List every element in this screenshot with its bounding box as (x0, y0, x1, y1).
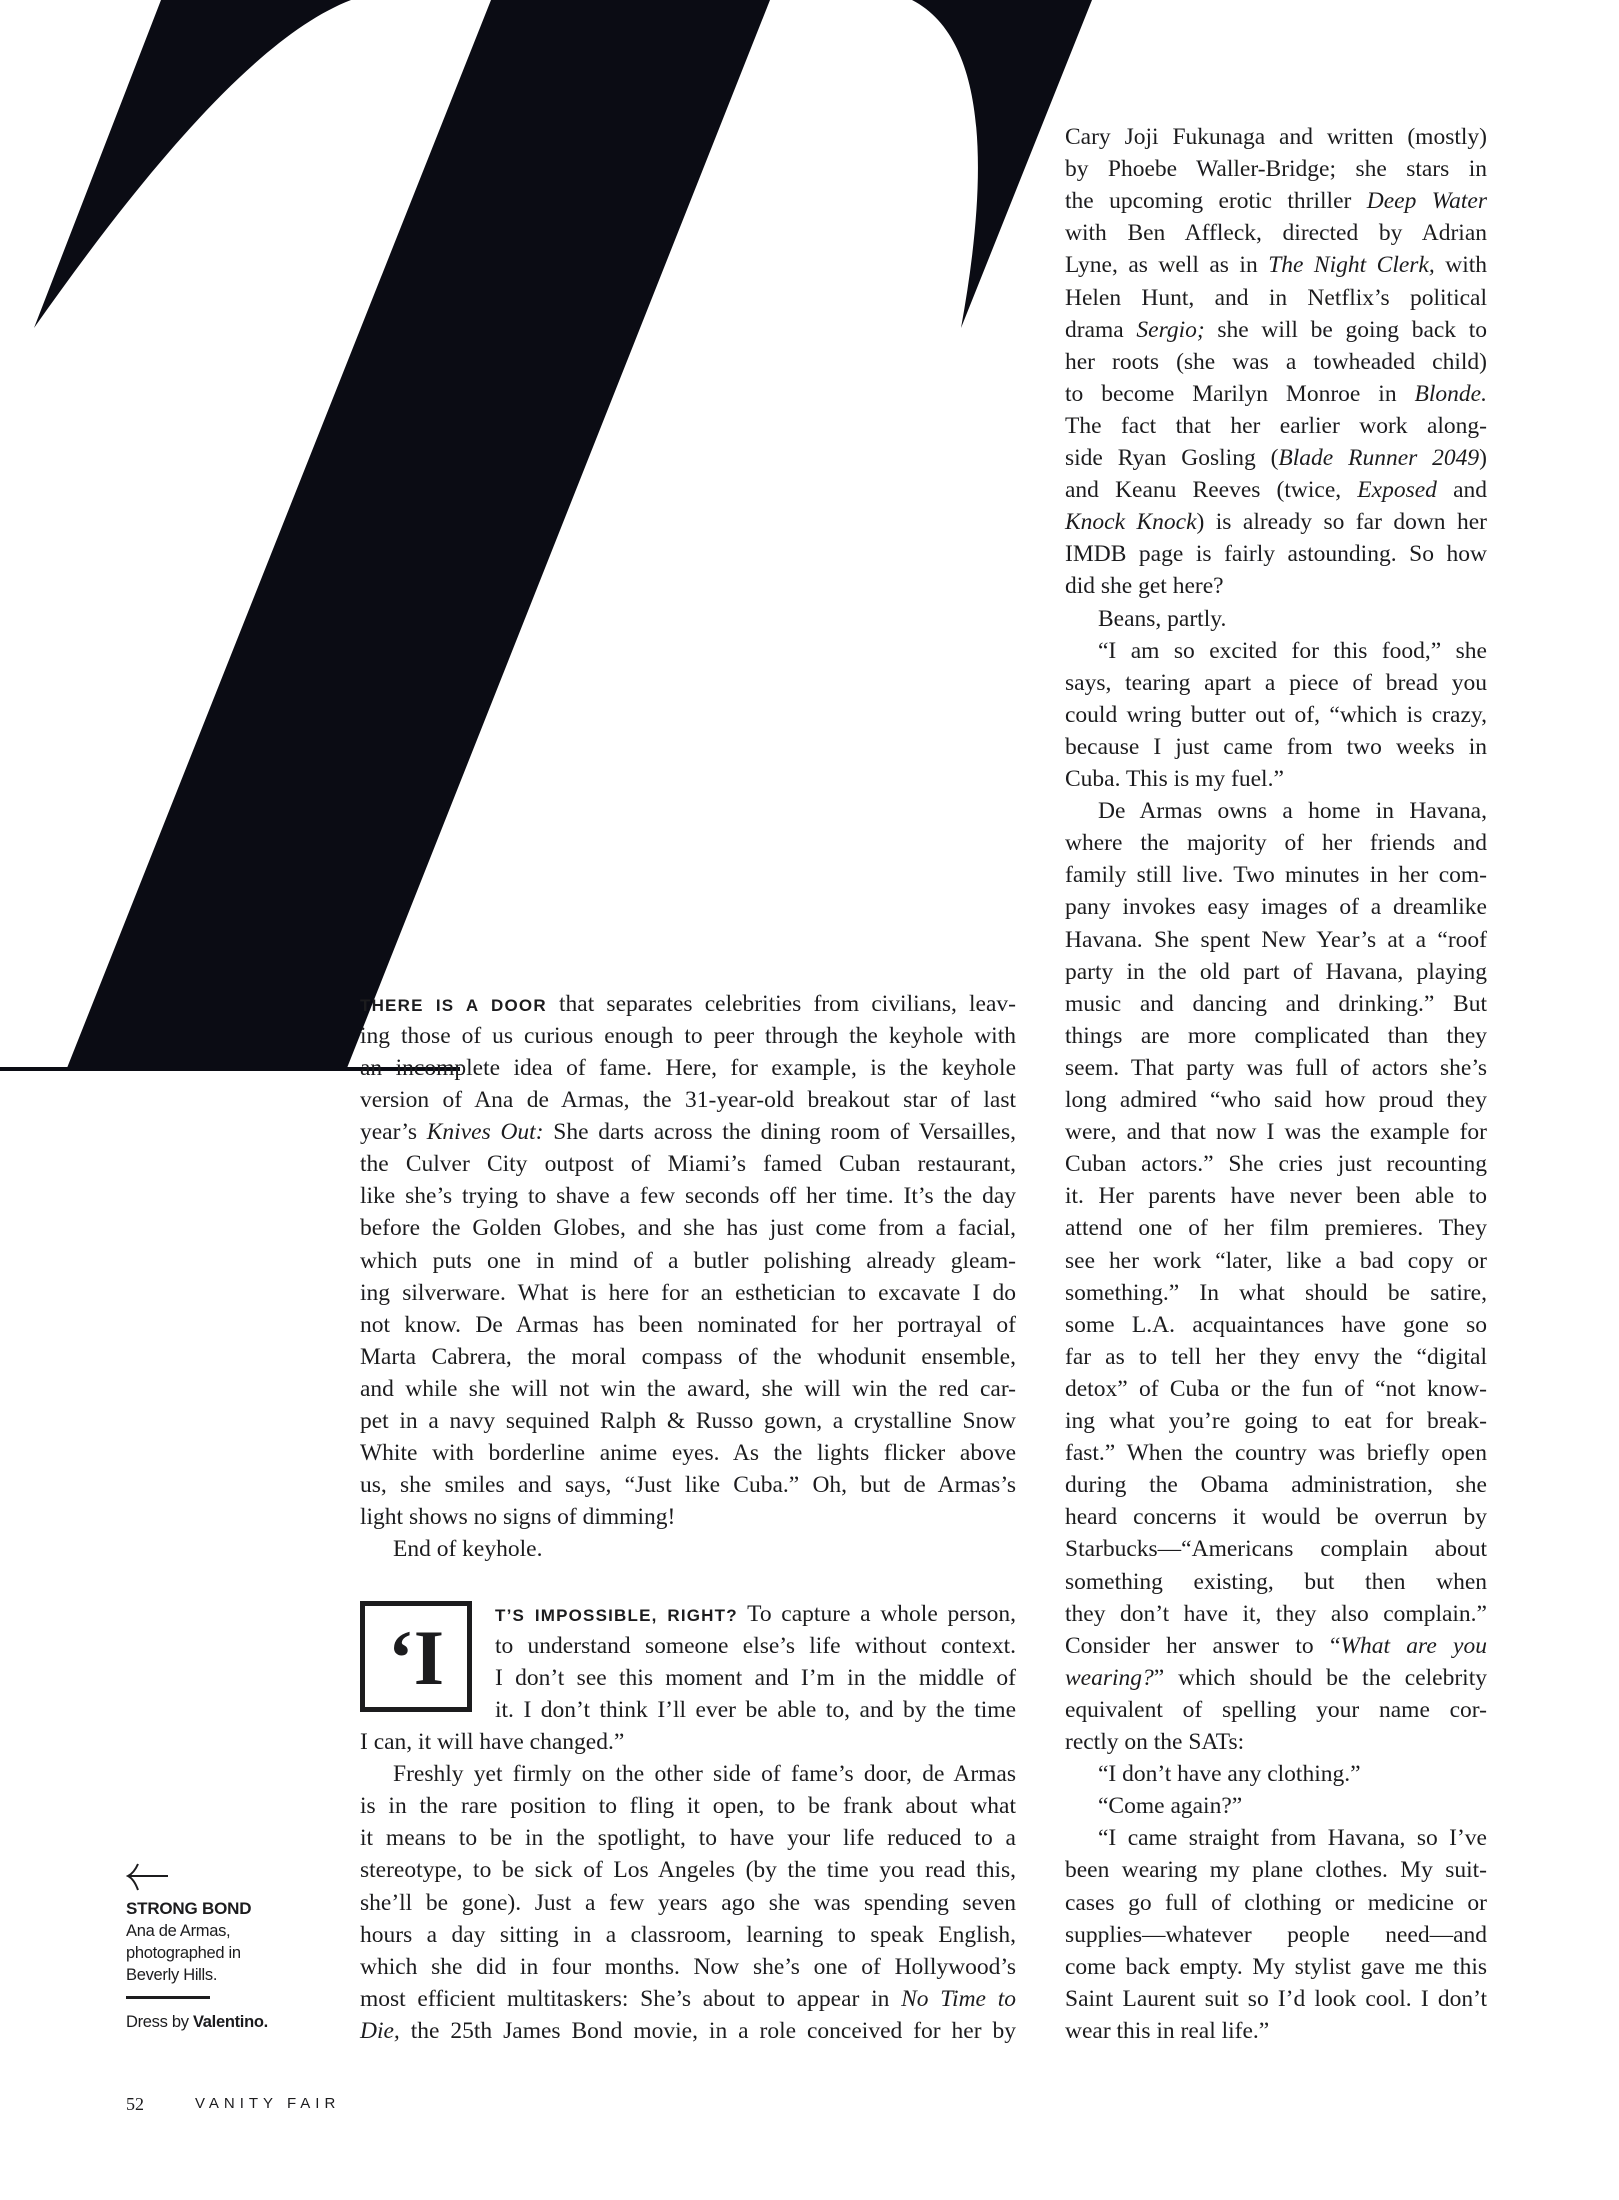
article-line (360, 1951, 1016, 1983)
article-line (1065, 699, 1487, 731)
article-line (1098, 1822, 1487, 1854)
article-line (1065, 1405, 1487, 1437)
text-run: She darts across the dining room of Versailles, (543, 1119, 1017, 1146)
text-run: been wearing my plane clothes. My suit- (1065, 1857, 1487, 1884)
text-run: says, tearing apart a piece of bread you (1065, 669, 1487, 696)
text-run: with (1434, 252, 1487, 279)
article-line (1065, 988, 1487, 1020)
text-run: fast.” When the country was briefly open (1065, 1440, 1487, 1467)
italic-title: The Night Clerk, (1268, 252, 1435, 279)
text-run: hours a day sitting in a classroom, learning to speak English, (360, 1921, 1016, 1948)
article-line (1065, 185, 1487, 217)
text-run: did she get here? (1065, 573, 1224, 600)
article-line (1065, 924, 1487, 956)
t-stem (67, 0, 770, 1068)
text-run: Saint Laurent suit so I’d look cool. I don’t (1065, 1985, 1487, 2012)
article-line (1098, 603, 1487, 635)
caption-credit (126, 2011, 326, 2033)
text-run: ing those of us curious enough to peer through the keyhole with (360, 1022, 1016, 1049)
article-line (360, 1726, 1016, 1758)
article-line (1065, 1951, 1487, 1983)
text-run: it means to be in the spotlight, to have your life reduced to a (360, 1825, 1016, 1852)
text-run: her roots (she was a towheaded child) (1065, 348, 1487, 375)
italic-title: What are you (1340, 1632, 1487, 1659)
lead-in: T’S IMPOSSIBLE, RIGHT? (495, 1605, 738, 1625)
article-line (1065, 1084, 1487, 1116)
article-line (1065, 1598, 1487, 1630)
text-run: and while she will not win the award, she will win the red car- (360, 1375, 1016, 1402)
article-line (360, 1180, 1016, 1212)
article-line (1065, 1854, 1487, 1886)
text-run: something existing, but then when (1065, 1568, 1487, 1595)
article-line (1065, 378, 1487, 410)
caption-title: STRONG BOND (126, 1899, 252, 1918)
text-run: equivalent of spelling your name cor- (1065, 1696, 1487, 1723)
text-run: not know. De Armas has been nominated for her portrayal of (360, 1311, 1016, 1338)
text-run: with Ben Affleck, directed by Adrian (1065, 220, 1487, 247)
text-run: and Keanu Reeves (twice, (1065, 477, 1358, 504)
article-line (360, 2015, 1016, 2047)
article-line (360, 1854, 1016, 1886)
article-line (360, 1277, 1016, 1309)
article-line (1065, 1983, 1487, 2015)
text-run: pany invokes easy images of a dreamlike (1065, 894, 1487, 921)
text-run: they don’t have it, they also complain.” (1065, 1600, 1487, 1627)
article-line (1065, 1277, 1487, 1309)
text-run: I can, it will have changed.” (360, 1729, 625, 1755)
text-run: Marta Cabrera, the moral compass of the whodunit ensemble, (360, 1343, 1016, 1370)
article-line (360, 1341, 1016, 1373)
text-run: version of Ana de Armas, the 31-year-old breakout star of last (360, 1087, 1016, 1113)
article-line (1065, 667, 1487, 699)
text-run: the Culver City outpost of Miami’s famed Cuban restaurant, (360, 1151, 1016, 1178)
text-run: supplies—whatever people need—and (1065, 1921, 1487, 1948)
magazine-name: VANITY FAIR (195, 2095, 341, 2112)
text-run: “I came straight from Havana, so I’ve (1098, 1825, 1487, 1852)
page-footer (126, 2092, 341, 2118)
text-run: pet in a navy sequined Ralph & Russo gown, a crystalline Snow (360, 1408, 1016, 1434)
text-run: by Phoebe Waller-Bridge; she stars in (1065, 156, 1487, 183)
text-run: is in the rare position to fling it open, to be frank about what (360, 1793, 1016, 1820)
text-run: attend one of her film premieres. They (1065, 1215, 1487, 1242)
article-line (1065, 282, 1487, 314)
text-run: an incomplete idea of fame. Here, for example, is the keyhole (360, 1054, 1016, 1081)
text-run: End of keyhole. (393, 1536, 543, 1563)
text-run: during the Obama administration, she (1065, 1472, 1487, 1499)
text-run: I don’t see this moment and I’m in the middle of (495, 1664, 1016, 1691)
text-run: where the majority of her friends and (1065, 830, 1487, 857)
article-line (360, 1919, 1016, 1951)
text-run: Consider her answer to “ (1065, 1632, 1341, 1659)
article-line (1065, 1630, 1487, 1662)
text-run: ing what you’re going to eat for break- (1065, 1408, 1487, 1434)
article-line (1065, 506, 1487, 538)
article-line (1065, 121, 1487, 153)
italic-title: Knives Out: (426, 1119, 544, 1146)
article-line (1065, 827, 1487, 859)
article-line (1065, 1180, 1487, 1212)
article-line (1065, 1052, 1487, 1084)
article-line (495, 1630, 1016, 1662)
text-run: Starbucks—“Americans complain about (1065, 1536, 1487, 1563)
article-line (1065, 538, 1487, 570)
text-run: rectly on the SATs: (1065, 1729, 1245, 1755)
text-run: us, she smiles and says, “Just like Cuba.” Oh, but de Armas’s (360, 1472, 1016, 1499)
article-line (1065, 891, 1487, 923)
article-line (360, 1148, 1016, 1180)
italic-title: Sergio; (1136, 316, 1205, 343)
text-run: Freshly yet firmly on the other side of fame’s door, de Armas (393, 1761, 1016, 1788)
article-line (360, 1437, 1016, 1469)
text-run: before the Golden Globes, and she has just come from a facial, (360, 1215, 1016, 1242)
text-run: music and dancing and drinking.” But (1065, 990, 1487, 1017)
drop-cap-letter: ‘I (387, 1614, 445, 1701)
article-line (495, 1598, 1016, 1630)
article-line (1065, 474, 1487, 506)
text-run: White with borderline anime eyes. As the lights flicker above (360, 1440, 1016, 1467)
article-line (1065, 2015, 1487, 2047)
lead-in: THERE IS A DOOR (360, 995, 547, 1015)
caption-divider (126, 1996, 210, 1999)
text-run: ing silverware. What is here for an esthetician to excavate I do (360, 1279, 1016, 1306)
text-run: Beans, partly. (1098, 605, 1227, 632)
article-line (1065, 763, 1487, 795)
text-run: detox” of Cuba or the fun of “not know- (1065, 1375, 1487, 1402)
text-run: like she’s trying to shave a few seconds off her time. It’s the day (360, 1183, 1016, 1210)
article-line (1065, 1212, 1487, 1244)
italic-title: Blonde. (1414, 380, 1487, 407)
text-run: something.” In what should be satire, (1065, 1279, 1487, 1306)
article-line (1065, 442, 1487, 474)
article-line (495, 1694, 1016, 1726)
text-run: IMDB page is fairly astounding. So how (1065, 541, 1487, 568)
text-run: she’ll be gone). Just a few years ago she was spending seven (360, 1889, 1016, 1916)
article-line (1065, 1469, 1487, 1501)
article-line (360, 1983, 1016, 2015)
article-line (360, 1790, 1016, 1822)
article-line (360, 1501, 1016, 1533)
text-run: the upcoming erotic thriller (1065, 188, 1367, 215)
left-arrow-icon (126, 1862, 170, 1892)
caption-body-line: Beverly Hills. (126, 1966, 218, 1984)
article-line (1065, 1245, 1487, 1277)
text-run: heard concerns it would be overrun by (1065, 1504, 1487, 1531)
text-run: Havana. She spent New Year’s at a “roof (1065, 926, 1487, 953)
article-line (1065, 217, 1487, 249)
text-run: some L.A. acquaintances have gone so (1065, 1311, 1487, 1338)
text-run: to become Marilyn Monroe in (1065, 380, 1415, 407)
text-run: The fact that her earlier work along- (1065, 412, 1487, 439)
text-run: “Come again?” (1098, 1793, 1243, 1820)
text-run: seem. That party was full of actors she’s (1065, 1054, 1487, 1081)
article-line (360, 1887, 1016, 1919)
article-line (360, 1245, 1016, 1277)
italic-title: Blade Runner 2049 (1278, 445, 1480, 471)
italic-title: Deep Water (1366, 188, 1488, 215)
article-line (1098, 795, 1487, 827)
text-run: ) is already so far down her (1196, 509, 1487, 536)
text-run: it. I don’t think I’ll ever be able to, and by the time (495, 1696, 1016, 1723)
text-run: were, and that now I was the example for (1065, 1119, 1487, 1146)
article-line (1065, 1309, 1487, 1341)
article-line (393, 1758, 1016, 1790)
article-line (1065, 1148, 1487, 1180)
credit-brand: Valentino. (192, 2013, 268, 2031)
italic-title: wearing? (1065, 1664, 1154, 1691)
text-run: it. Her parents have never been able to (1065, 1183, 1487, 1210)
text-run: side Ryan Gosling ( (1065, 445, 1279, 471)
text-run: Helen Hunt, and in Netflix’s political (1065, 284, 1487, 311)
text-run: things are more complicated than they (1065, 1022, 1487, 1049)
text-run: family still live. Two minutes in her com- (1065, 862, 1487, 889)
text-run: drama (1065, 316, 1137, 343)
article-line (1065, 1373, 1487, 1405)
article-line (1065, 1116, 1487, 1148)
photo-caption (126, 1862, 326, 2033)
italic-title: Die, (360, 2017, 400, 2044)
article-line (360, 1469, 1016, 1501)
article-line (1065, 1020, 1487, 1052)
article-line (1065, 1887, 1487, 1919)
text-run: light shows no signs of dimming! (360, 1504, 676, 1531)
article-line (1065, 1341, 1487, 1373)
article-line (1065, 249, 1487, 281)
article-line (360, 1084, 1016, 1116)
text-run: see her work “later, like a bad copy or (1065, 1247, 1487, 1274)
caption-body-line: Ana de Armas, (126, 1922, 231, 1940)
text-run: “I am so excited for this food,” she (1098, 637, 1487, 664)
text-run: Cuban actors.” She cries just recounting (1065, 1151, 1487, 1178)
text-run: long admired “who said how proud they (1065, 1087, 1487, 1113)
text-run: which she did in four months. Now she’s one of Hollywood’s (360, 1953, 1016, 1980)
caption-body-line: photographed in (126, 1944, 241, 1962)
text-run: To capture a whole person, (737, 1600, 1016, 1627)
article-line (360, 1373, 1016, 1405)
text-run: Lyne, as well as in (1065, 252, 1269, 279)
article-line (1098, 1790, 1487, 1822)
italic-title: No Time to (901, 1985, 1016, 2012)
text-run: party in the old part of Havana, playing (1065, 958, 1487, 985)
drop-cap-box (360, 1601, 472, 1712)
text-run: ) (1479, 445, 1487, 471)
text-run: wear this in real life.” (1065, 2017, 1270, 2044)
credit-prefix: Dress by (126, 2013, 193, 2031)
text-run: Cuba. This is my fuel.” (1065, 766, 1284, 792)
text-run: that separates celebrities from civilians, leav- (546, 990, 1016, 1017)
italic-title: Exposed (1357, 477, 1437, 504)
article-line (1065, 1566, 1487, 1598)
article-line (1065, 1437, 1487, 1469)
article-line (1098, 635, 1487, 667)
article-line (360, 988, 1016, 1020)
article-line (1098, 1758, 1487, 1790)
article-line (1065, 1919, 1487, 1951)
text-run: which puts one in mind of a butler polishing already gleam- (360, 1247, 1016, 1274)
article-line (360, 1052, 1016, 1084)
article-line (1065, 346, 1487, 378)
article-line (1065, 859, 1487, 891)
text-run: Cary Joji Fukunaga and written (mostly) (1065, 124, 1487, 150)
article-line (393, 1533, 1016, 1565)
text-run: because I just came from two weeks in (1065, 733, 1487, 760)
text-run: and (1436, 477, 1487, 504)
text-run: the 25th James Bond movie, in a role conceived for her by (399, 2017, 1016, 2044)
text-run: she will be going back to (1204, 316, 1488, 343)
article-line (1065, 1533, 1487, 1565)
article-line (1065, 570, 1487, 602)
article-line (1065, 1694, 1487, 1726)
text-run: most efficient multitaskers: She’s about to appear in (360, 1985, 902, 2012)
article-line (360, 1212, 1016, 1244)
article-line (360, 1405, 1016, 1437)
page-number: 52 (126, 2094, 144, 2114)
t-left-serif (34, 0, 351, 328)
article-line (360, 1822, 1016, 1854)
article-line (495, 1662, 1016, 1694)
text-run: De Armas owns a home in Havana, (1098, 798, 1487, 825)
text-run: year’s (360, 1119, 427, 1146)
text-run: ” which should be the celebrity (1153, 1664, 1487, 1691)
article-line (360, 1116, 1016, 1148)
text-run: stereotype, to be sick of Los Angeles (by the time you read this, (360, 1857, 1016, 1884)
article-line (1065, 1662, 1487, 1694)
text-run: to understand someone else’s life without context. (495, 1632, 1016, 1659)
article-line (1065, 731, 1487, 763)
article-line (1065, 314, 1487, 346)
article-line (1065, 410, 1487, 442)
text-run: cases go full of clothing or medicine or (1065, 1889, 1487, 1916)
italic-title: Knock Knock (1065, 509, 1197, 536)
article-line (1065, 956, 1487, 988)
text-run: far as to tell her they envy the “digital (1065, 1343, 1487, 1370)
article-line (360, 1020, 1016, 1052)
text-run: come back empty. My stylist gave me this (1065, 1953, 1487, 1980)
text-run: could wring butter out of, “which is crazy, (1065, 701, 1487, 728)
article-line (1065, 1726, 1487, 1758)
text-run: “I don’t have any clothing.” (1098, 1761, 1361, 1788)
article-line (1065, 1501, 1487, 1533)
article-line (1065, 153, 1487, 185)
article-line (360, 1309, 1016, 1341)
